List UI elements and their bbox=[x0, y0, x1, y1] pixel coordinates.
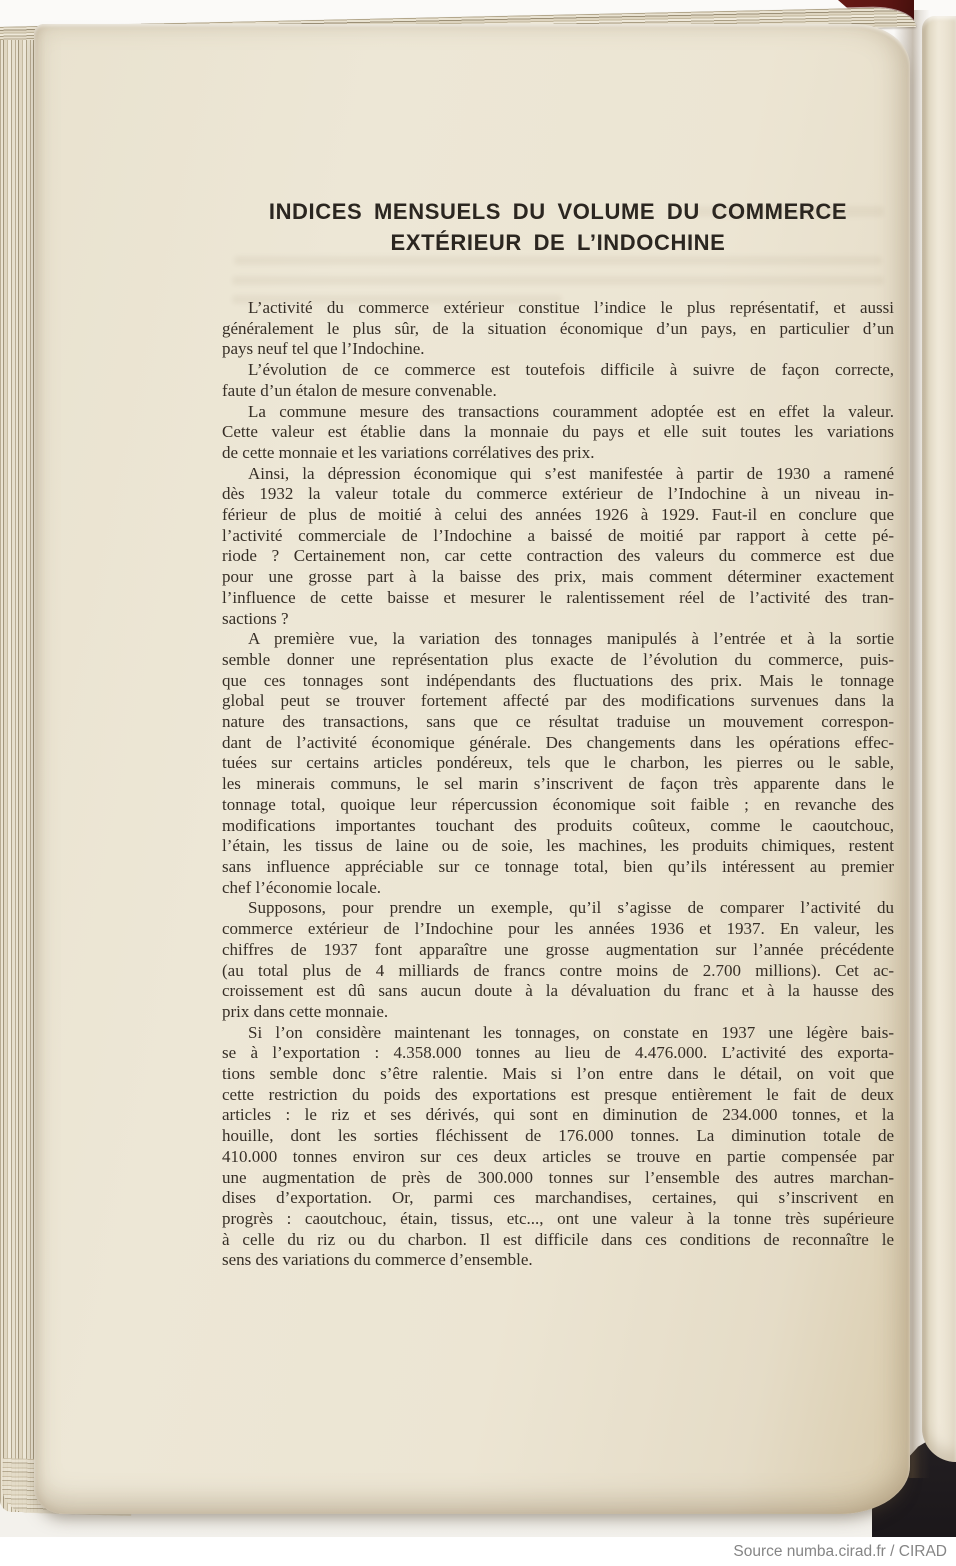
text-line: Si l’on considère maintenant les tonnages, on constate en 1937 une légère bais- bbox=[248, 1022, 894, 1042]
text-line: semble donner une représentation plus exacte de l’évolution du commerce, puis- bbox=[222, 649, 894, 669]
text-line: riode ? Certainement non, car cette contraction des valeurs du commerce est due bbox=[222, 546, 894, 566]
text-line: une augmentation de près de 300.000 tonnes sur l’ensemble des autres marchan- bbox=[222, 1167, 894, 1187]
text-line: tuées sur certains articles pondéreux, tels que le charbon, les pierres ou le sable, bbox=[222, 753, 894, 773]
text-line: progrès : caoutchouc, étain, tissus, etc..., ont une valeur à la tonne très supérieure bbox=[222, 1208, 894, 1228]
page-edges-left bbox=[0, 40, 38, 1512]
text-line: Cette valeur est établie dans la monnaie du pays et elle suit toutes les variations bbox=[222, 422, 894, 442]
text-line: faute d’un étalon de mesure convenable. bbox=[222, 380, 497, 400]
text-line: global peut se trouver fortement affecté par des modifications survenues dans la bbox=[222, 691, 894, 711]
text-line: se à l’exportation : 4.358.000 tonnes au lieu de 4.476.000. L’activité des exporta- bbox=[222, 1043, 894, 1063]
text-line: commerce extérieur de l’Indochine pour les années 1936 et 1937. En valeur, les bbox=[222, 919, 894, 939]
text-line: (au total plus de 4 milliards de francs contre moins de 2.700 millions). Cet ac- bbox=[222, 960, 894, 980]
text-line: dès 1932 la valeur totale du commerce extérieur de l’Indochine à un niveau in- bbox=[222, 484, 894, 504]
text-line: Ainsi, la dépression économique qui s’est manifestée à partir de 1930 a ramené bbox=[248, 463, 894, 483]
text-line: l’activité commerciale de l’Indochine a baissé de moitié par rapport à cette pé- bbox=[222, 525, 894, 545]
title-line-1: INDICES MENSUELS DU VOLUME DU COMMERCE bbox=[268, 199, 848, 224]
text-line: tonnage total, quoique leur répercussion économique soit faible ; en revanche des bbox=[222, 794, 894, 814]
page-body bbox=[222, 298, 894, 1271]
text-line: articles : le riz et ses dérivés, qui sont en diminution de 234.000 tonnes, et la bbox=[222, 1105, 894, 1125]
text-line: que ces tonnages sont indépendants des fluctuations des prix. Mais le tonnage bbox=[222, 670, 894, 690]
text-line: L’activité du commerce extérieur constitue l’indice le plus représentatif, et aussi bbox=[248, 298, 894, 317]
show-through-ghost bbox=[232, 276, 884, 285]
text-line: pays neuf tel que l’Indochine. bbox=[222, 339, 425, 359]
text-line: modifications importantes touchant des produits coûteux, comme le caoutchouc, bbox=[222, 815, 894, 835]
text-line: L’évolution de ce commerce est toutefois difficile à suivre de façon correcte, bbox=[248, 360, 894, 380]
text-line: croissement est dû sans aucun doute à la dévaluation du franc et à la hausse des bbox=[222, 981, 894, 1001]
text-line: sactions ? bbox=[222, 608, 289, 628]
page-title bbox=[222, 196, 894, 258]
text-line: pour une grosse part à la baisse des prix, mais comment déterminer exactement bbox=[222, 567, 894, 587]
text-line: La commune mesure des transactions couramment adoptée est en effet la valeur. bbox=[248, 401, 894, 421]
text-line: dant de l’activité économique générale. Des changements dans les opérations effec- bbox=[222, 732, 894, 752]
text-line: tions semble donc s’être ralentie. Mais si l’on entre dans le détail, on voit que bbox=[222, 1064, 894, 1084]
text-line: férieur de plus de moitié à celui des années 1926 à 1929. Faut-il en conclure que bbox=[222, 505, 894, 525]
text-line: nature des transactions, sans que ce résultat traduise un mouvement correspon- bbox=[222, 712, 894, 732]
text-line: chef l’économie locale. bbox=[222, 877, 382, 897]
text-line: sans influence appréciable sur ce tonnage total, bien qu’ils intéressent au premier bbox=[222, 856, 894, 876]
text-line: houille, dont les sorties fléchissent de 176.000 tonnes. La diminution totale de bbox=[222, 1126, 894, 1146]
text-line: l’influence de cette baisse et mesurer le ralentissement réel de l’activité des tran- bbox=[222, 587, 894, 607]
book-page bbox=[34, 24, 910, 1514]
text-line: à celle du riz ou du charbon. Il est difficile dans ces conditions de reconnaître le bbox=[222, 1229, 894, 1249]
text-line: prix dans cette monnaie. bbox=[222, 1001, 389, 1021]
source-attribution: Source numba.cirad.fr / CIRAD bbox=[733, 1542, 947, 1560]
text-line: chiffres de 1937 font apparaître une grosse augmentation sur l’année précédente bbox=[222, 939, 894, 959]
text-line: Supposons, pour prendre un exemple, qu’il s’agisse de comparer l’activité du bbox=[248, 898, 894, 918]
text-line: A première vue, la variation des tonnages manipulés à l’entrée et à la sortie bbox=[248, 629, 894, 649]
text-line: dises d’exportation. Or, parmi ces marchandises, certaines, qui s’inscrivent en bbox=[222, 1188, 894, 1208]
text-line: de cette monnaie et les variations corrélatives des prix. bbox=[222, 442, 595, 462]
source-footer bbox=[0, 1537, 956, 1566]
title-line-2: EXTÉRIEUR DE L’INDOCHINE bbox=[390, 230, 726, 255]
text-line: cette restriction du poids des exportations est presque entièrement le fait de deux bbox=[222, 1084, 894, 1104]
text-line: généralement le plus sûr, de la situation économique d’un pays, en particulier d’un bbox=[222, 318, 894, 338]
text-line: 410.000 tonnes environ sur ces deux articles se trouve en partie compensée par bbox=[222, 1146, 894, 1166]
text-line: les minerais communs, le sel marin s’inscrivent de façon très apparente dans le bbox=[222, 774, 894, 794]
text-line: sens des variations du commerce d’ensemble. bbox=[222, 1250, 533, 1270]
text-line: l’étain, les tissus de laine ou de soie, les machines, les produits chimiques, restent bbox=[222, 836, 894, 856]
